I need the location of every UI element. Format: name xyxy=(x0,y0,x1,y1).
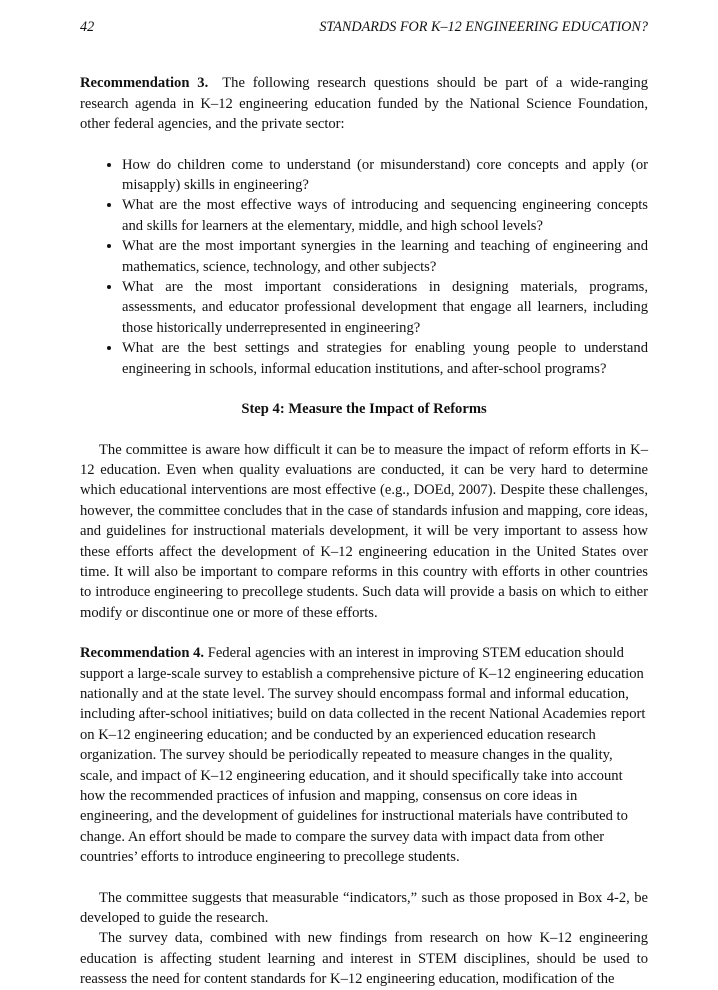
step-4-paragraph: The committee is aware how difficult it can be to measure the impact of reform efforts in K–12 education. Even when quality evaluations are conducted, it can be very hard to determine which educational interventions are most effective (e.g., DOEd, 2007). Despite these challenges, however, the committee concludes that in the case of standards infusion and mapping, core ideas, and guidelines for instructional materials development, it will be very important to assess how these efforts affect the development of K–12 engineering education in the United States over time. It will also be important to compare reforms in this country with efforts in other countries to introduce engineering to precollege students. Such data will provide a basis on which to either modify or discontinue one or more of these efforts. xyxy=(80,441,648,621)
recommendation-3-paragraph xyxy=(80,73,648,134)
running-title: STANDARDS FOR K–12 ENGINEERING EDUCATION? xyxy=(319,19,648,35)
indicators-paragraph: The committee suggests that measurable “indicators,” such as those proposed in Box 4-2, be developed to guide the research. xyxy=(80,889,648,927)
research-question-list xyxy=(80,155,648,379)
recommendation-4-label: Recommendation 4. xyxy=(80,645,205,662)
research-question-item: • What are the most important synergies in the learning and teaching of engineering and mathematics, science, technology, and other subjects? xyxy=(122,236,648,277)
recommendation-3-label: Recommendation 3. xyxy=(80,75,209,92)
step-4-heading: Step 4: Measure the Impact of Reforms xyxy=(241,401,487,418)
research-question-item: • How do children come to understand (or misunderstand) core concepts and apply (or misapply) skills in engineering? xyxy=(122,155,648,196)
running-header xyxy=(80,17,648,37)
research-question-item: • What are the best settings and strategies for enabling young people to understand engineering in schools, informal education institutions, and after-school programs? xyxy=(122,338,648,379)
research-question-item: • What are the most important considerations in designing materials, programs, assessments, and educator professional development that engage all learners, including those historically underrepresented in engineering? xyxy=(122,277,648,338)
recommendation-3-text: The following research questions should be part of a wide-ranging research agenda in K–12 engineering education funded by the National Science Foundation, other federal agencies, and the private sector: xyxy=(80,75,648,133)
recommendation-4-paragraph xyxy=(80,643,648,867)
recommendation-4-text: Federal agencies with an interest in improving STEM education should support a large-scale survey to establish a comprehensive picture of K–12 engineering education nationally and at the state level. The survey should encompass formal and informal education, including after-school initiatives; build on data collected in the recent National Academies report on K–12 engineering education; and be conducted by an experienced education research organization. The survey should be periodically repeated to measure changes in the quality, scale, and impact of K–12 engineering education, and it should specifically take into account how the recommended practices of infusion and mapping, consensus on core ideas in engineering, and the development of guidelines for instructional materials have contributed to change. An effort should be made to compare the survey data with impact data from other countries’ efforts to introduce engineering to precollege students. xyxy=(80,645,646,866)
research-question-item: • What are the most effective ways of introducing and sequencing engineering concepts and skills for learners at the elementary, middle, and high school levels? xyxy=(122,195,648,236)
page-number: 42 xyxy=(80,19,95,35)
survey-data-paragraph: The survey data, combined with new findings from research on how K–12 engineering education is affecting student learning and interest in STEM disciplines, should be used to reassess the need for content standards for K–12 engineering education, modification of the xyxy=(80,930,648,988)
